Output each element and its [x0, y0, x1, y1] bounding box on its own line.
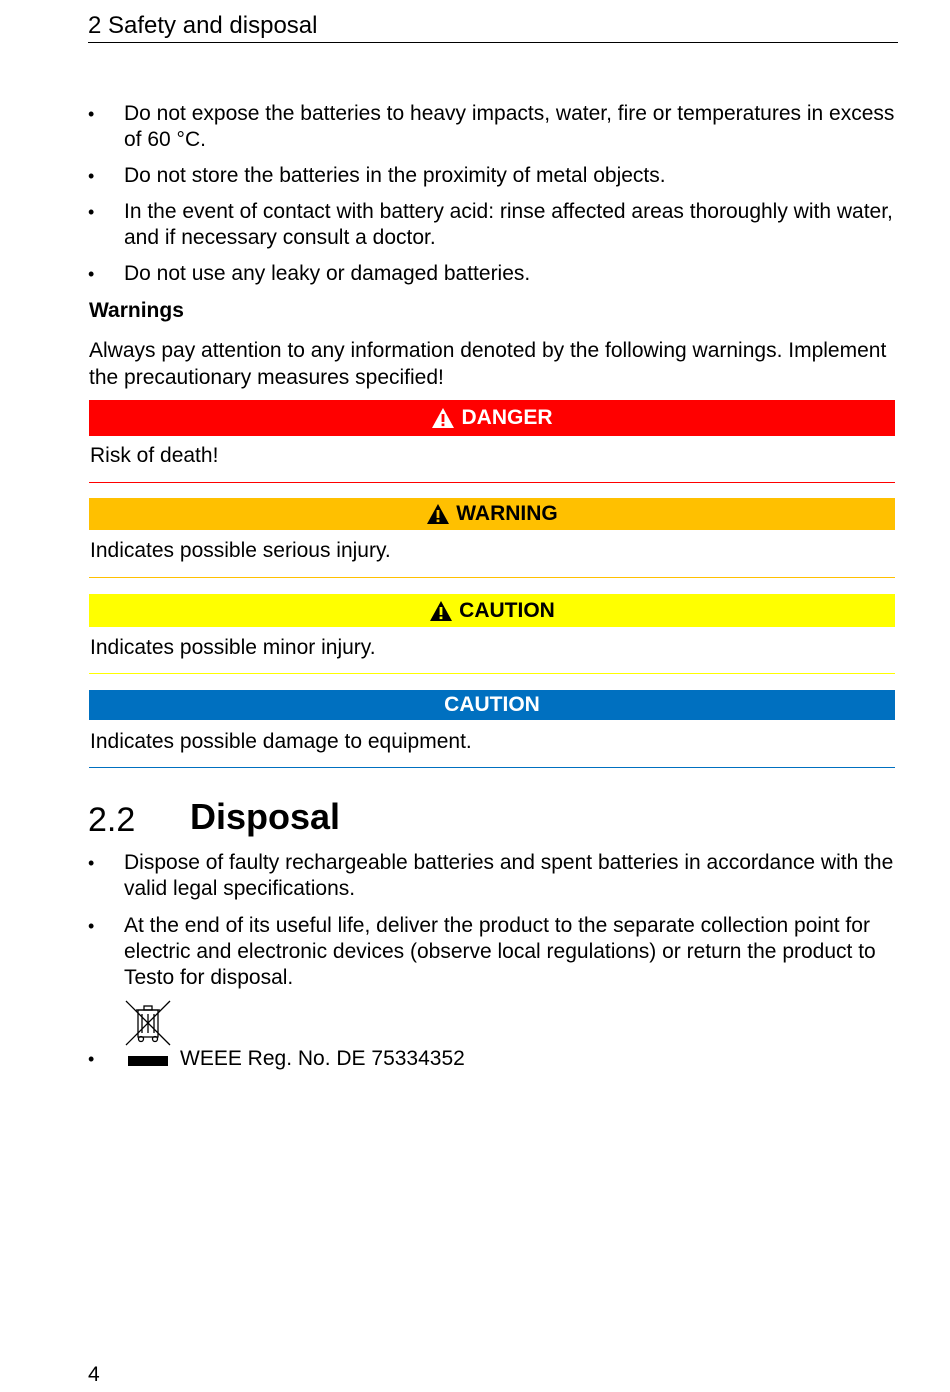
list-item: • In the event of contact with battery acid: rinse affected areas thoroughly with water, and if necessary consult a doctor.	[88, 199, 898, 251]
danger-label: DANGER	[461, 406, 553, 429]
disposal-list	[88, 850, 898, 1002]
warnings-heading: Warnings	[89, 299, 184, 322]
equipment-caution-label: CAUTION	[444, 693, 540, 716]
warning-triangle-icon	[429, 600, 453, 622]
section-title: Disposal	[190, 796, 341, 837]
caution-label: CAUTION	[459, 598, 555, 622]
weee-marking-bar	[128, 1056, 168, 1066]
warning-signal-bar	[89, 498, 895, 530]
warning-triangle-icon	[426, 503, 450, 525]
crossed-out-wheelie-bin-icon	[124, 999, 172, 1052]
warning-label: WARNING	[456, 502, 558, 525]
warnings-intro: Always pay attention to any information denoted by the following warnings. Implement the precautionary measures specified!	[89, 339, 887, 389]
running-header: 2 Safety and disposal	[88, 10, 898, 43]
weee-registration: WEEE Reg. No. DE 75334352	[180, 1047, 465, 1070]
caution-text: Indicates possible minor injury.	[90, 636, 376, 659]
section-number: 2.2	[88, 801, 136, 839]
battery-safety-list	[88, 101, 898, 297]
page-number: 4	[88, 1363, 100, 1386]
warning-divider	[89, 577, 895, 578]
list-item: • Do not expose the batteries to heavy impacts, water, fire or temperatures in excess of 60 °C.	[88, 101, 898, 153]
equipment-caution-signal-bar	[89, 690, 895, 720]
danger-divider	[89, 482, 895, 483]
list-item: • Do not store the batteries in the proximity of metal objects.	[88, 163, 898, 189]
list-item: • Dispose of faulty rechargeable batteries and spent batteries in accordance with the valid legal specifications.	[88, 850, 898, 902]
danger-signal-bar	[89, 400, 895, 436]
warning-triangle-icon	[431, 407, 455, 429]
warning-text: Indicates possible serious injury.	[90, 539, 391, 562]
caution-signal-bar	[89, 594, 895, 627]
list-item: • Do not use any leaky or damaged batteries.	[88, 261, 898, 287]
equipment-caution-divider	[89, 767, 895, 768]
equipment-caution-text: Indicates possible damage to equipment.	[90, 730, 472, 753]
weee-bullet: •	[88, 1049, 95, 1069]
danger-text: Risk of death!	[90, 444, 219, 467]
list-item: • At the end of its useful life, deliver the product to the separate collection point for electric and electronic devices (observe local regulations) or return the product to Testo for disposal.	[88, 913, 898, 991]
caution-divider	[89, 673, 895, 674]
